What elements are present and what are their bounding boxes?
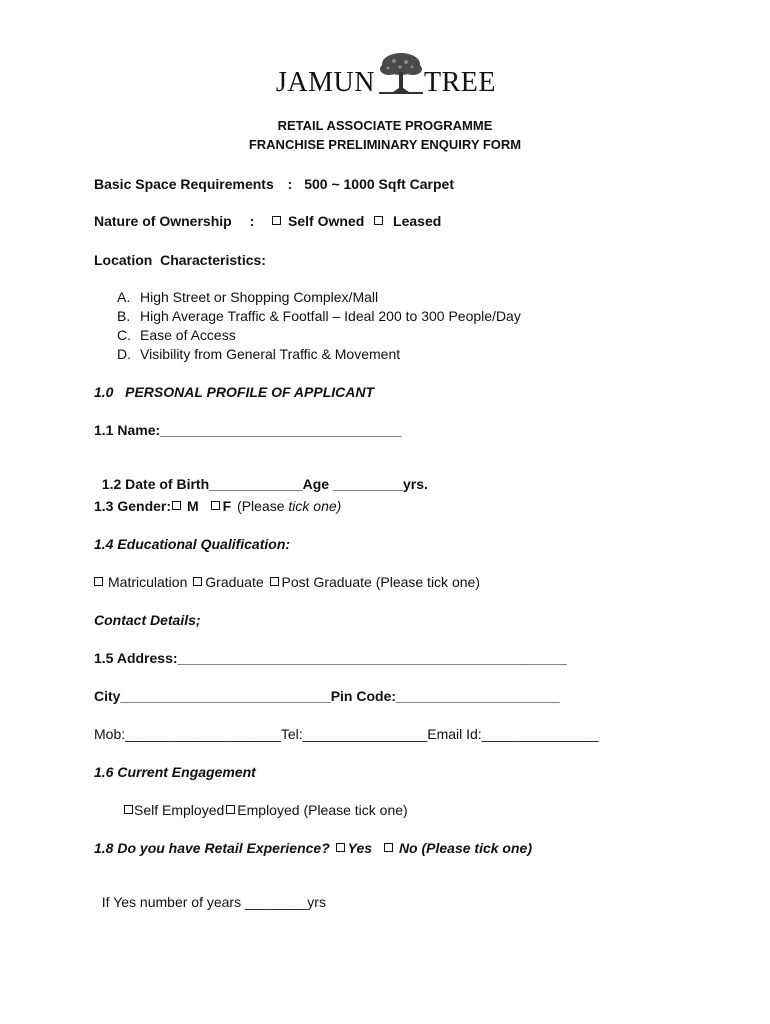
retail-no-label: No (Please tick one) xyxy=(398,840,532,856)
gender-hint-text: (Please xyxy=(237,498,289,514)
dob-field[interactable]: ____________ xyxy=(209,476,303,492)
retail-yes-checkbox[interactable] xyxy=(336,843,345,852)
leased-checkbox[interactable] xyxy=(374,216,383,225)
retail-experience-question: 1.8 Do you have Retail Experience? xyxy=(94,840,330,856)
form-title-line1: RETAIL ASSOCIATE PROGRAMME xyxy=(277,118,493,133)
years-row xyxy=(94,878,326,910)
years-label: If Yes number of years xyxy=(101,894,245,910)
education-heading: 1.4 Educational Qualification: xyxy=(94,536,291,552)
retail-yes-label: Yes xyxy=(347,840,373,856)
section-heading-personal-profile: 1.0 PERSONAL PROFILE OF APPLICANT xyxy=(94,384,375,400)
location-item xyxy=(117,308,521,324)
city-field[interactable]: ___________________________ xyxy=(120,688,331,704)
gender-hint xyxy=(237,498,341,514)
address-field[interactable]: __________________________________________________ xyxy=(177,650,567,666)
age-unit: yrs. xyxy=(403,476,428,492)
matriculation-checkbox[interactable] xyxy=(94,577,103,586)
self-owned-checkbox[interactable] xyxy=(272,216,281,225)
age-field[interactable]: _________ xyxy=(329,476,403,492)
ownership-label: Nature of Ownership xyxy=(94,213,232,229)
gender-f-checkbox[interactable] xyxy=(211,501,220,510)
matriculation-label: Matriculation xyxy=(108,574,188,590)
city-label: City xyxy=(94,688,121,704)
location-item-text: Ease of Access xyxy=(140,327,236,343)
location-item-letter: D. xyxy=(117,346,131,362)
self-employed-label: Self Employed xyxy=(134,802,225,818)
education-options-row xyxy=(94,574,480,590)
employed-label: Employed xyxy=(237,802,300,818)
tree-icon xyxy=(376,52,426,96)
gender-label: 1.3 Gender: xyxy=(94,498,172,514)
form-title-line2: FRANCHISE PRELIMINARY ENQUIRY FORM xyxy=(248,137,522,152)
gender-row xyxy=(94,498,341,514)
dob-label: 1.2 Date of Birth xyxy=(101,476,210,492)
email-field[interactable]: _______________ xyxy=(481,726,599,742)
basic-space-row xyxy=(94,176,454,192)
engagement-options-row xyxy=(124,802,408,818)
email-label: Email Id: xyxy=(427,726,482,742)
graduate-checkbox[interactable] xyxy=(193,577,202,586)
phone-row xyxy=(94,726,599,742)
employed-checkbox[interactable] xyxy=(226,805,235,814)
basic-space-label: Basic Space Requirements xyxy=(94,176,274,192)
location-item-letter: A. xyxy=(117,289,131,305)
basic-space-value: 500 ~ 1000 Sqft Carpet xyxy=(304,176,454,192)
address-label: 1.5 Address: xyxy=(94,650,178,666)
location-label: Location Characteristics: xyxy=(94,252,266,268)
age-label: Age xyxy=(302,476,330,492)
location-item-letter: B. xyxy=(117,308,131,324)
gender-m-label: M xyxy=(187,498,199,514)
dob-row xyxy=(94,460,428,492)
post-graduate-label: Post Graduate xyxy=(281,574,372,590)
location-item xyxy=(117,327,236,343)
self-employed-checkbox[interactable] xyxy=(124,805,133,814)
gender-hint-italic: tick one) xyxy=(288,498,342,514)
location-item-letter: C. xyxy=(117,327,131,343)
address-row xyxy=(94,650,567,666)
pin-code-label: Pin Code: xyxy=(330,688,397,704)
name-field[interactable]: _______________________________ xyxy=(160,422,402,438)
logo-text-right: TREE xyxy=(424,67,496,98)
tel-label: Tel: xyxy=(280,726,303,742)
retail-no-checkbox[interactable] xyxy=(384,843,393,852)
retail-experience-row xyxy=(94,840,532,856)
logo-text-left: JAMUN xyxy=(276,67,375,98)
post-graduate-checkbox[interactable] xyxy=(270,577,279,586)
engagement-heading: 1.6 Current Engagement xyxy=(94,764,256,780)
location-item xyxy=(117,346,400,362)
city-row xyxy=(94,688,560,704)
name-label: 1.1 Name: xyxy=(94,422,161,438)
name-row xyxy=(94,422,402,438)
location-item-text: Visibility from General Traffic & Movement xyxy=(140,346,401,362)
ownership-sep: : xyxy=(249,213,255,229)
gender-f-label: F xyxy=(222,498,232,514)
location-item-text: High Average Traffic & Footfall – Ideal 200 to 300 People/Day xyxy=(140,308,521,324)
graduate-label: Graduate xyxy=(205,574,264,590)
location-item xyxy=(117,289,378,305)
years-unit: yrs xyxy=(307,894,326,910)
basic-space-sep: : xyxy=(287,176,293,192)
mob-label: Mob: xyxy=(94,726,126,742)
mob-field[interactable]: ____________________ xyxy=(125,726,281,742)
tel-field[interactable]: ________________ xyxy=(302,726,428,742)
self-owned-label: Self Owned xyxy=(288,213,365,229)
gender-m-checkbox[interactable] xyxy=(172,501,181,510)
leased-label: Leased xyxy=(393,213,442,229)
years-field[interactable]: ________ xyxy=(244,894,308,910)
pin-code-field[interactable]: _____________________ xyxy=(396,688,560,704)
engagement-hint: (Please tick one) xyxy=(303,802,408,818)
location-item-text: High Street or Shopping Complex/Mall xyxy=(140,289,379,305)
ownership-row xyxy=(94,213,441,229)
contact-heading: Contact Details; xyxy=(94,612,201,628)
education-hint: (Please tick one) xyxy=(375,574,480,590)
